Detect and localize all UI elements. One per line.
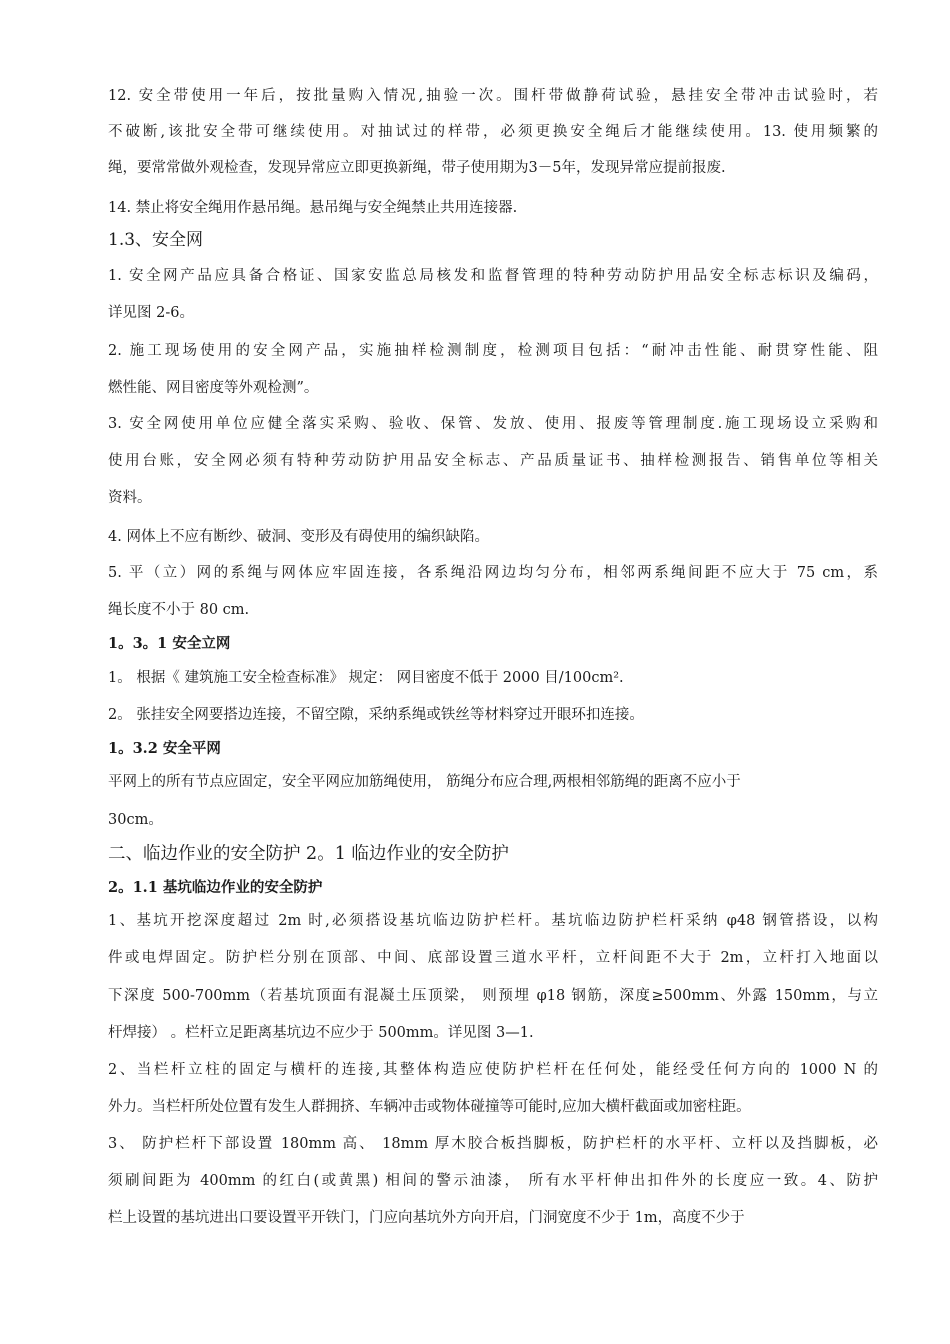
text-line: 4. 网体上不应有断纱、破洞、变形及有碍使用的编织缺陷。: [108, 529, 489, 545]
text-line: 3. 安全网使用单位应健全落实采购、验收、保管、发放、使用、报废等管理制度.施工现场设立采购和: [108, 416, 878, 432]
text-line: 1。 根据《 建筑施工安全检查标准》 规定： 网目密度不低于 2000 目/100cm².: [108, 670, 624, 686]
text-line: 使用台账，安全网必须有特种劳动防护用品安全标志、产品质量证书、抽样检测报告、销售单位等相关: [108, 453, 878, 469]
text-line-safety-belt-12: 12. 安全带使用一年后，按批量购入情况,抽验一次。围杆带做静荷试验，悬挂安全带冲击试验时，若: [108, 88, 878, 104]
text-line: 资料。: [108, 490, 152, 506]
text-line: 2。 张挂安全网要搭边连接，不留空隙，采纳系绳或铁丝等材料穿过开眼环扣连接。: [108, 707, 644, 723]
text-line: 2. 施工现场使用的安全网产品，实施抽样检测制度，检测项目包括：“耐冲击性能、耐贯穿性能、阻: [108, 343, 878, 359]
text-line: 不破断,该批安全带可继续使用。对抽试过的样带，必须更换安全绳后才能继续使用。13. 使用频繁的: [108, 124, 878, 140]
text-line: 须刷间距为 400mm 的红白(或黄黑) 相间的警示油漆， 所有水平杆伸出扣件外的长度应一致。4、防护: [108, 1173, 878, 1189]
text-line: 绳，要常常做外观检查，发现异常应立即更换新绳，带子使用期为3－5年，发现异常应提前报废.: [108, 160, 726, 176]
chapter-heading-edge-protection: 二、临边作业的安全防护 2。1 临边作业的安全防护: [108, 844, 509, 864]
text-line: 5. 平（立）网的系绳与网体应牢固连接，各系绳沿网边均匀分布，相邻两系绳间距不应大于 75 cm，系: [108, 565, 878, 581]
text-line: 平网上的所有节点应固定，安全平网应加筋绳使用， 筋绳分布应合理,两根相邻筋绳的距离不应小于: [108, 774, 741, 790]
section-heading-safety-net: 1.3、安全网: [108, 230, 204, 250]
text-line: 件或电焊固定。防护栏分别在顶部、中间、底部设置三道水平杆，立杆间距不大于 2m，立杆打入地面以: [108, 950, 878, 966]
subsection-heading-horizontal-net: 1。3.2 安全平网: [108, 740, 221, 757]
text-line-safety-belt-14: 14. 禁止将安全绳用作悬吊绳。悬吊绳与安全绳禁止共用连接器.: [108, 200, 518, 216]
text-line: 1. 安全网产品应具备合格证、国家安监总局核发和监督管理的特种劳动防护用品安全标志标识及编码，: [108, 268, 878, 284]
text-line: 栏上设置的基坑进出口要设置平开铁门，门应向基坑外方向开启，门洞宽度不少于 1m，高度不少于: [108, 1210, 745, 1226]
text-line: 1、基坑开挖深度超过 2m 时,必须搭设基坑临边防护栏杆。基坑临边防护栏杆采纳 φ48 钢管搭设，以构: [108, 913, 878, 929]
text-line: 绳长度不小于 80 cm.: [108, 602, 250, 618]
text-line: 外力。当栏杆所处位置有发生人群拥挤、车辆冲击或物体碰撞等可能时,应加大横杆截面或加密柱距。: [108, 1099, 751, 1115]
subsection-heading-vertical-net: 1。3。1 安全立网: [108, 635, 231, 652]
text-line: 下深度 500-700mm（若基坑顶面有混凝土压顶梁， 则预埋 φ18 钢筋，深度≥500mm、外露 150mm，与立: [108, 988, 878, 1004]
text-line: 2、当栏杆立柱的固定与横杆的连接,其整体构造应使防护栏杆在任何处，能经受任何方向的 1000 N 的: [108, 1062, 878, 1078]
subsection-heading-pit-edge: 2。1.1 基坑临边作业的安全防护: [108, 879, 323, 896]
text-line: 30cm。: [108, 812, 163, 828]
text-line: 燃性能、网目密度等外观检测”。: [108, 380, 319, 396]
text-line: 3、 防护栏杆下部设置 180mm 高、 18mm 厚木胶合板挡脚板，防护栏杆的水平杆、立杆以及挡脚板，必: [108, 1136, 878, 1152]
text-line: 杆焊接） 。栏杆立足距离基坑边不应少于 500mm。详见图 3—1.: [108, 1025, 534, 1041]
text-line: 详见图 2-6。: [108, 305, 194, 321]
